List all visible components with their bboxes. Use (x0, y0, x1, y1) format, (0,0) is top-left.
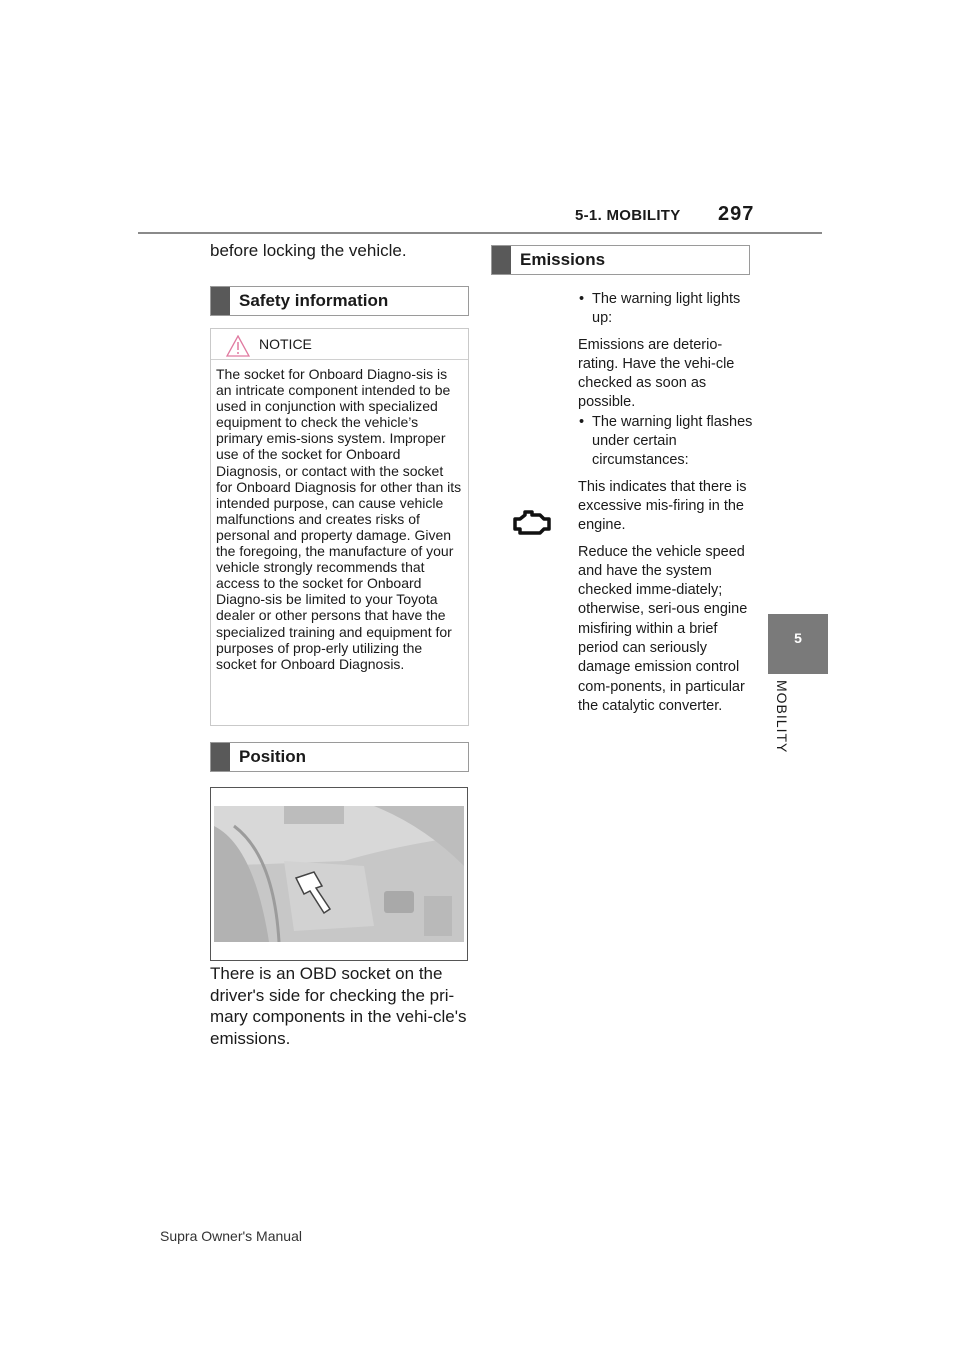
engine-warning-icon (512, 507, 552, 539)
notice-header (211, 329, 468, 360)
obd-description: There is an OBD socket on the driver's side for checking the pri-mary components in the vehi-cle's emissions. (210, 964, 467, 1048)
heading-bar (211, 287, 230, 315)
obd-photo-illustration (214, 806, 464, 942)
emissions-heading-text: Emissions (520, 250, 606, 269)
header-rule (138, 232, 822, 234)
notice-box (210, 328, 469, 726)
heading-bar (492, 246, 511, 274)
chapter-label (766, 680, 796, 770)
reduce-speed-text: Reduce the vehicle speed and have the system checked imme-diately; otherwise, seri-ous engine misfiring within a brief period can seriously damage emission control com-ponents, in particular the catalytic converter. (578, 543, 748, 714)
heading-bar (211, 743, 230, 771)
chapter-number: 5 (794, 630, 802, 646)
position-heading (210, 742, 469, 772)
bullet-warning-flashes: • The warning light flashes under certain circumstances: (578, 413, 753, 471)
lead-text: before locking the vehicle. (210, 241, 407, 260)
page-number: 297 (718, 203, 755, 225)
emissions-deteriorating-text: Emissions are deterio-rating. Have the vehi-cle checked as soon as possible. (578, 336, 735, 411)
emissions-heading (491, 245, 750, 275)
chapter-label-text: MOBILITY (774, 680, 790, 754)
notice-title: NOTICE (259, 336, 312, 352)
warning-triangle-icon (226, 335, 250, 357)
footer-title: Supra Owner's Manual (160, 1228, 302, 1244)
bullet-warning-lights-up: • The warning light lights up: (578, 290, 753, 329)
misfiring-text: This indicates that there is excessive mis-firing in the engine. (578, 478, 747, 534)
notice-body: The socket for Onboard Diagno-sis is an intricate component intended to be used in conjunction with specialized equipment to check the vehicle’s primary emis-sions system. Improper use of the socket for Onboard Diagnosis, or contact with the socket for Onboard Diagnosis for other than its intended purpose, can cause vehicle malfunctions and creates risks of personal and property damage. Given the foregoing, the manufacture of your vehicle strongly recommends that access to the socket for Onboard Diagno-sis be limited to your Toyota dealer or other persons that have the specialized training and equipment for purposes of prop-erly utilizing the socket for Onboard Diagnosis. (216, 366, 462, 672)
safety-information-heading (210, 286, 469, 316)
obd-location-photo (210, 787, 468, 961)
position-heading-text: Position (239, 747, 307, 766)
safety-heading-text: Safety information (239, 291, 389, 310)
emissions-text (578, 290, 753, 716)
section-title: 5-1. MOBILITY (575, 207, 681, 224)
